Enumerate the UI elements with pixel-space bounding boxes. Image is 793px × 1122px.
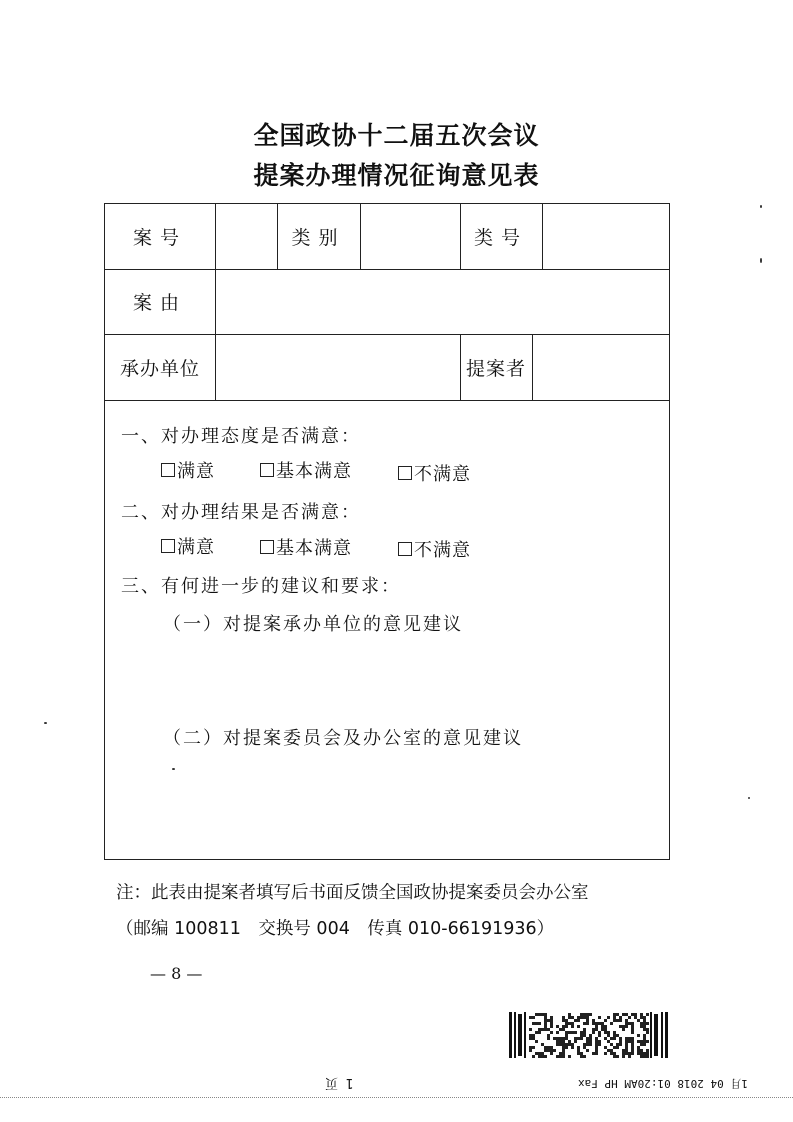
attitude-option-satisfied[interactable]: 满意: [161, 457, 215, 483]
question-result: 二、对办理结果是否满意：: [121, 502, 361, 523]
category-field[interactable]: [360, 204, 460, 269]
fax-header: 1月 04 2018 01:20AM HP Fax: [578, 1077, 748, 1090]
attitude-option-basically-satisfied[interactable]: 基本满意: [260, 457, 352, 483]
page-number: — 8 —: [150, 964, 203, 983]
document-title-line1: 全国政协十二届五次会议: [253, 121, 540, 150]
checkbox-icon[interactable]: [260, 540, 274, 554]
scan-speck: [44, 722, 47, 724]
handling-unit-label: 承办单位: [119, 357, 200, 380]
committee-suggestion-area[interactable]: [125, 752, 645, 852]
proposer-field[interactable]: [532, 334, 671, 400]
row-divider: [105, 400, 669, 401]
note-line2: （邮编 100811 交换号 004 传真 010-66191936）: [116, 919, 555, 939]
fax-page-indicator: 1 页: [325, 1075, 354, 1090]
suggestion-to-handling-unit: （一）对提案承办单位的意见建议: [163, 614, 463, 635]
question-suggestions: 三、有何进一步的建议和要求：: [121, 576, 401, 597]
case-number-label: 案号: [132, 227, 187, 249]
checkbox-icon[interactable]: [161, 539, 175, 553]
reason-field[interactable]: [215, 269, 671, 334]
result-option-basically-satisfied[interactable]: 基本满意: [260, 534, 352, 560]
case-number-field[interactable]: [215, 204, 277, 269]
category-label: 类别: [291, 227, 346, 249]
result-option-unsatisfied[interactable]: 不满意: [398, 536, 471, 562]
scan-speck: [760, 205, 762, 208]
note-line1: 注：此表由提案者填写后书面反馈全国政协提案委员会办公室: [116, 883, 589, 903]
suggestion-to-committee: （二）对提案委员会及办公室的意见建议: [163, 728, 523, 749]
class-number-field[interactable]: [542, 204, 671, 269]
checkbox-icon[interactable]: [398, 466, 412, 480]
scan-speck: [172, 768, 175, 770]
checkbox-icon[interactable]: [161, 463, 175, 477]
checkbox-icon[interactable]: [398, 542, 412, 556]
reason-label: 案由: [132, 292, 187, 314]
scan-speck: [748, 797, 750, 799]
feedback-form-table: [104, 203, 670, 860]
question-attitude: 一、对办理态度是否满意：: [121, 426, 361, 447]
handling-unit-suggestion-area[interactable]: [125, 636, 645, 716]
attitude-option-unsatisfied[interactable]: 不满意: [398, 460, 471, 486]
class-number-label: 类号: [473, 227, 528, 249]
barcode-image: [507, 1010, 673, 1060]
handling-unit-field[interactable]: [215, 334, 460, 400]
scan-speck: [760, 258, 762, 263]
fax-edge-line: [0, 1097, 793, 1098]
document-title-line2: 提案办理情况征询意见表: [253, 161, 540, 190]
checkbox-icon[interactable]: [260, 463, 274, 477]
proposer-label: 提案者: [465, 357, 526, 380]
result-option-satisfied[interactable]: 满意: [161, 533, 215, 559]
